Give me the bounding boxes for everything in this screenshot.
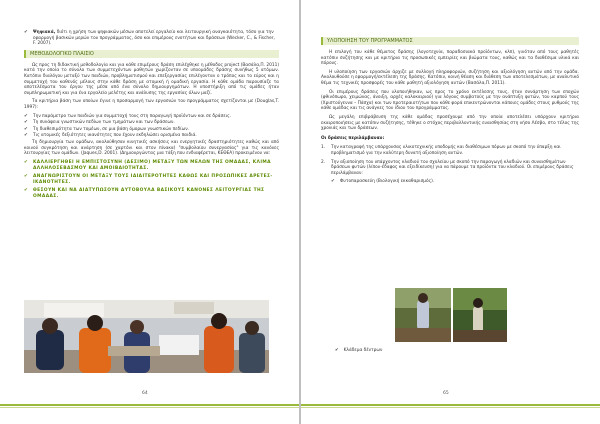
footer-rule (0, 404, 299, 406)
footer-rule-thin (0, 407, 299, 408)
garden-photos (395, 288, 507, 342)
footer-rule-thin (301, 407, 600, 408)
check-icon: ✔ (24, 173, 29, 179)
list-item: ✔ Τη διαθεσιμότητα των τομέων, σε μια βάση όμορων γνωστικών πεδίων. (24, 126, 189, 132)
check-icon: ✔ (24, 113, 28, 119)
list-item: ✔ Τις ατομικές δεξιότητες ικανότητες που έχουν εκδηλώσει ορισμένα παιδιά. (24, 133, 197, 139)
paragraph: Ως προς τη διδακτική μεθοδολογία και για κάθε επιμέρους δράση επιλέχθηκε η μέθοδος project (Βασάλα,Π. 2011) κατά την οποία το σύνολο των συμμετεχόντων μαθητών χωρίζονταν σε υποομάδες δράσης συνήθως 5 ατόμων. Κατόπιν διαλόγου μεταξύ των παιδιών, προβληματισμού και επεξεργασίας επιλέγονταν ο τρόπος και το εύρος και η συμμετοχή του καθενός μέλους στην κάθε δράση με ατομική ή ομαδική εργασία. Η κάθε ομάδα παρουσίαζε τα αποτελέσματα του έργου της μέσα από ένα σύνολο δημιουργημάτων. Η υποστήριξη από τις ομάδες ήταν συμπληρωματική και για ένα εργαλείο μελέτης και ανάλυσης της εργασίας όλων μαζί. (24, 62, 280, 96)
check-icon: ✔ (335, 348, 339, 353)
paragraph: Οι επιμέρους δράσεις που υλοποιήθηκαν, ως προς το χρόνο εκτέλεσης τους, ήταν συνάρτηση των εποχών (φθινόπωρο, χειμώνας, άνοιξη, αρχές καλοκαιριού) για λόγους συμβατούς με την ανάπτυξη φυτών, του καρπού τους (Χριστούγεννα – Πάσχα) και των προτεραιοτήτων που κάθε φορά επικεντρώνονται κάποιες ομάδες στους ρυθμούς της κάθε ομάδας και τις ανάγκες του ίδιου του προγράμματος. (321, 89, 579, 112)
intro-bold: Ψηφιακά, (33, 30, 56, 35)
list-item: 1. Την καταγραφή της υπάρχουσας υλικοτεχνικής υποδομής και διαθέσιμων πόρων με σκοπό την ύπαρξη και προβληματισμό για την καλύτερη δυνατή αξιοποίηση αυτών. (321, 145, 561, 156)
page-number: 64 (142, 391, 148, 396)
paragraph: Τα κριτήρια βάση των οποίων έγινε η προσαρμογή των εργασιών του προγράμματος σχετίζονται με (Douglas,T. 1997): (24, 99, 279, 110)
paragraph: Ως μεγάλη επιβράβευση της κάθε ομάδας προσέχουμε από την οποία αποτελέσει υπάρχουν κριτήρια εκαιροποιήσεις με κατόπιν συζήτησης, τέθηκε ο στόχος περιβαλλοντικής ευαισθησίας στη νήσο Λέσβο, στο τέλος της χρονιάς και των δράσεων. (321, 114, 579, 132)
intro-text: διότι η χρήση των ψηφιακών μέσων αποτελεί εργαλείο και λειτουργική αναγκαιότητα, τόσο για την εφαρμογή βασικών μερών του προγράμματος, όσο και επιμέρους ενοτήτων και δράσεων (Wecker, C., & Fischer, F. 2007). (33, 30, 275, 47)
sub-list-item: ✔ Φυτοπαρασκεύη (Βιολογική εκκαθαρισμός). (331, 179, 435, 185)
paragraph: Η υλοποίηση των εργασιών άρχιζε με συλλογή πληροφοριών, συζήτηση και αξιολόγηση αυτών από την ομάδα. Ακολουθούσε η εφαρμογή/εκτέλεση της δράσης. Κατόπιν, κοινή θέαση και διάθεση των αποτελεσμάτων, με αναλυτικό θέμα τις τεχνικές προσφορές του κάθε μαθητή αξιολόγηση αυτών (Βασάλα,Π. 2011). (321, 69, 579, 86)
goal-item: ✔ ΘΕΣΟΥΝ ΚΑΙ ΝΑ ΔΙΑΤΥΠΩΣΟΥΝ ΑΥΤΟΒΟΥΛΑ ΒΑΣΙΚΟΥΣ ΚΑΝΟΝΕΣ ΛΕΙΤΟΥΡΓΙΑΣ ΤΗΣ ΟΜΑΔΑΣ. (24, 187, 265, 199)
goal-item: ✔ ΑΝΑΓΝΩΡΙΣΤΟΥΝ ΟΙ ΜΕΤΑΞΥ ΤΟΥΣ ΙΔΙΑΙΤΕΡΟΤΗΤΕΣ ΚΑΘΩΣ ΚΑΙ ΠΡΟΣΩΠΙΚΕΣ ΑΡΕΤΕΣ- ΙΚΑΝΟΤΗΤΕΣ. (24, 173, 273, 185)
check-icon: ✔ (24, 187, 29, 193)
list-item: 2. Την αξιοποίηση του υπάρχοντος κλαδιού του σχολείου με σκοπό την παραγωγή κλαδιών και συναισθημάτων δράσεων φυτών (λίπου-έδαφος και εξειδίκευση) για να πάρουμε τα προϊόντα του κλαδιού. Οι επιμέρους δράσεις περιλάμβαναν: (321, 159, 574, 176)
right-page (301, 0, 600, 424)
left-page-content (24, 30, 279, 202)
goals-list (24, 160, 279, 200)
right-page-content (321, 34, 579, 186)
check-icon: ✔ (331, 179, 335, 185)
check-icon: ✔ (24, 126, 28, 132)
list-item: ✔ Τη συνάφεια γνωστικών πεδίων των τμημάτων και των δράσεων. (24, 120, 175, 126)
sub-list-item: ✔ Κλάδεμα δέντρων (335, 348, 383, 353)
footer-rule (301, 404, 600, 406)
list-item: ✔ Την παράμετρο των παιδιών για συμμετοχή τους στη παραγωγή προϊόντων και σε δράσεις. (24, 113, 232, 119)
section-title-methodology: ΜΕΘΟΔΟΛΟΓΙΚΟ ΠΛΑΙΣΙΟ (24, 50, 279, 58)
criteria-list (24, 114, 279, 139)
paragraph: Τη δημιουργία των ομάδων, ακολούθησαν κινητικές ασκήσεις και ενεργητικές δραστηριότητες καθώς και από κοινού συγκρότηση και ανάρτηση (σε χαρτόνι και στον πίνακα) "συμβολαίου συνεργασίας" για τις κανόνες λειτουργίας των ομάδων. (Jaques,D. 2001). (Δημιουργώντας μια τάξη που ενδιαφέρεται, ΚΕΘΕΑ) προκειμένου να: (24, 139, 279, 157)
check-icon: ✔ (24, 120, 28, 126)
check-icon: ✔ (24, 133, 28, 139)
classroom-photo-image (24, 300, 269, 373)
check-icon: ✔ (24, 159, 29, 165)
section-title-implementation: ΥΛΟΠΟΙΗΣΗ ΤΟΥ ΠΡΟΓΡΑΜΜΑΤΟΣ (321, 37, 579, 45)
classroom-photo (24, 300, 269, 373)
check-icon: ✔ (24, 30, 28, 35)
left-page (0, 0, 299, 424)
page-number: 65 (443, 391, 449, 396)
goal-item: ✔ ΚΑΛΛΙΕΡΓΗΘΕΙ Η ΕΜΠΙΣΤΟΣΥΝΗ (ΔΕΣΙΜΟ) ΜΕΤΑΞΥ ΤΩΝ ΜΕΛΩΝ ΤΗΣ ΟΜΑΔΑΣ, ΚΛΙΜΑ ΑΛΛΗΛΟΣΕΒΑΣΜΟΥ ΚΑΙ ΑΜΟΙΒΑΙΟΤΗΤΑΣ. (24, 159, 271, 171)
paragraph: Η επιλογή του κάθε θέματος δράσης (λογοτεχνία, παραδοσιακά προϊόντων, κλπ), γινόταν από τους μαθητές κατόπιν συζήτησης και με κριτήρια τις προσωπικές εμπειρίες και βιώματα τους, καθώς και τα διαθέσιμα υλικά και πόρους. (321, 50, 579, 67)
intro-bullet (24, 30, 279, 47)
garden-photos-image (395, 288, 507, 342)
actions-heading: Οι δράσεις περιλάμβαναν: (321, 135, 385, 141)
